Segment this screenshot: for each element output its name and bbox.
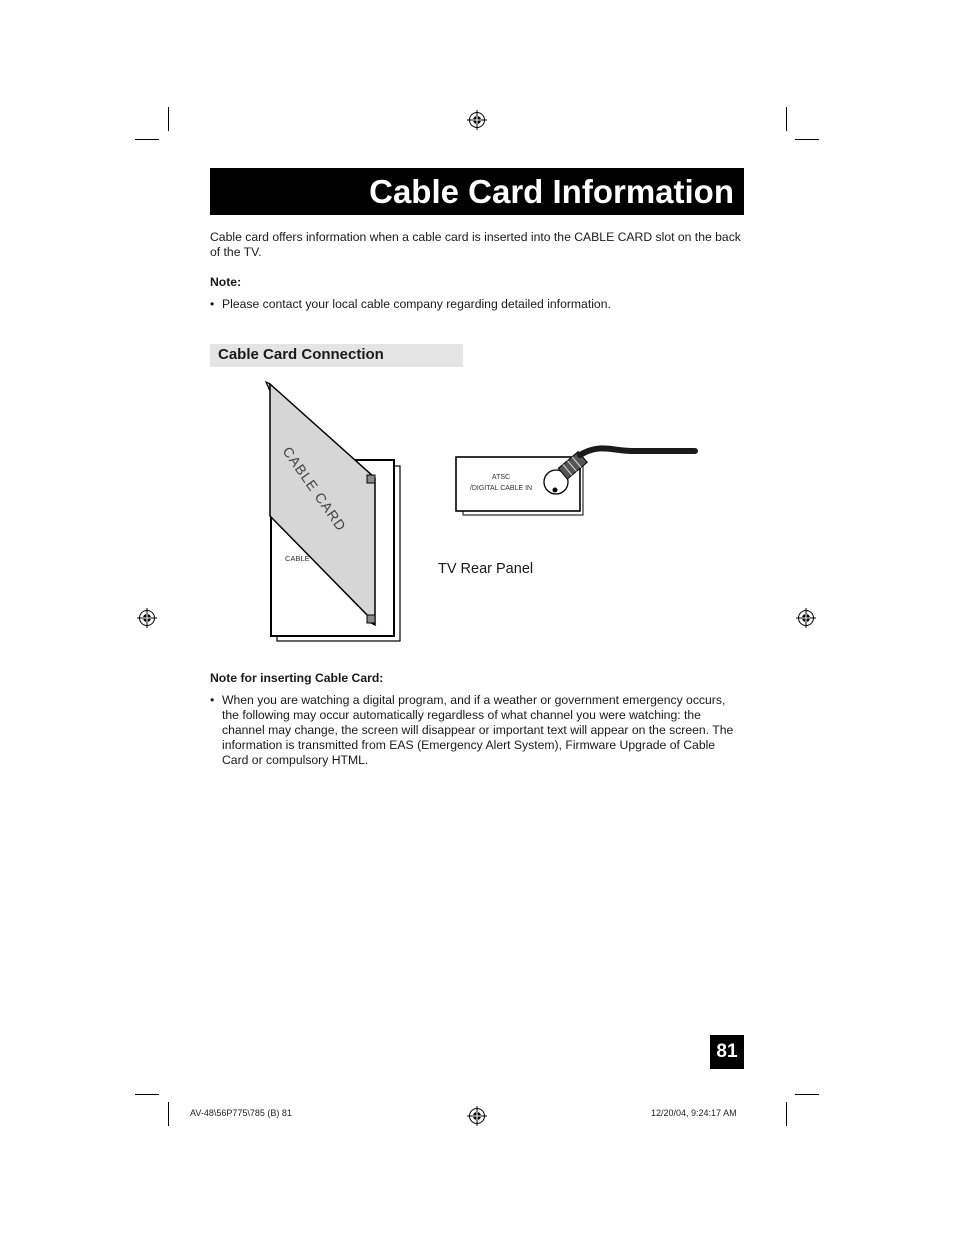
section-heading-bar [210, 344, 463, 367]
title-bar [210, 168, 744, 215]
intro-paragraph: Cable card offers information when a cable card is inserted into the CABLE CARD slot on the back of the TV. [210, 230, 741, 259]
crop-mark [795, 139, 819, 140]
note-label: Note: [210, 275, 242, 289]
note-list [210, 297, 744, 312]
tv-rear-panel-label: TV Rear Panel [438, 561, 534, 577]
coax-cable [580, 448, 695, 455]
rf-jack-pin [553, 488, 558, 493]
registration-mark-icon [796, 608, 816, 628]
list-item: • When you are watching a digital program, and if a weather or government emergency occurs, the following may occur automatically regardless of what channel you were watching: the channel may change, the screen will disappear or important text will appear on the screen. The information is transmitted from EAS (Emergency Alert System), Firmware Upgrade of Cable Card or compulsory HTML. [210, 693, 744, 768]
footer-left: AV-48\56P775\785 (B) 81 [190, 1108, 292, 1118]
note2-list [210, 693, 744, 768]
page-number: 81 [710, 1035, 744, 1069]
crop-mark [168, 107, 169, 131]
card-label: CABLE CARD [279, 443, 350, 535]
slot-corner [367, 475, 375, 483]
crop-mark [135, 1094, 159, 1095]
page-title: Cable Card Information [369, 173, 734, 210]
footer-right: 12/20/04, 9:24:17 AM [651, 1108, 737, 1118]
registration-mark-icon [467, 110, 487, 130]
cable-card-connection-diagram [260, 375, 710, 650]
slot-corner [367, 615, 375, 623]
registration-mark-icon [137, 608, 157, 628]
jack-label-line2: /DIGITAL CABLE IN [469, 485, 533, 492]
registration-mark-icon [467, 1106, 487, 1126]
slot-label: CABLE [285, 554, 310, 563]
note2-label: Note for inserting Cable Card: [210, 671, 384, 685]
crop-mark [786, 107, 787, 131]
crop-mark [786, 1102, 787, 1126]
crop-mark [795, 1094, 819, 1095]
section-heading: Cable Card Connection [218, 346, 384, 363]
crop-mark [135, 139, 159, 140]
list-item: • Please contact your local cable company regarding detailed information. [210, 297, 744, 312]
jack-label-line1: ATSC [491, 474, 511, 481]
crop-mark [168, 1102, 169, 1126]
